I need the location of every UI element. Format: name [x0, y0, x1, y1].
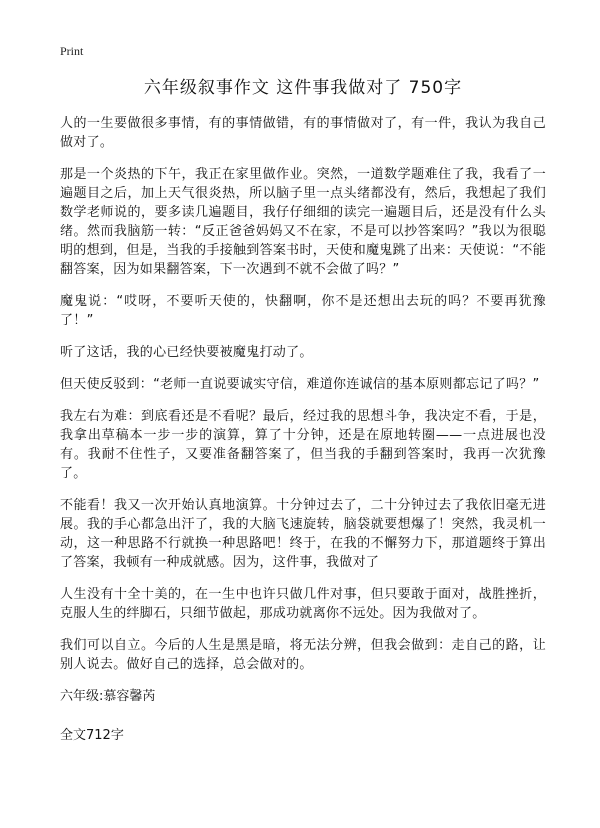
- paragraph-3: 魔鬼说：“哎呀，不要听天使的，快翻啊，你不是还想出去玩的吗？不要再犹豫了！”: [60, 294, 546, 328]
- paragraph-2: 那是一个炎热的下午，我正在家里做作业。突然，一道数学题难住了我，我看了一遍题目之后，加上天气很炎热，所以脑子里一点头绪都没有，然后，我想起了我们数学老师说的，要多读几遍题目，我仔仔细细的读完一遍题目后，还是没有什么头绪。然而我脑筋一转：“反正爸爸妈妈又不在家，不是可以抄答案吗？”我以为很聪明的想到，但是，当我的手接触到答案书时，天使和魔鬼跳了出来：天使说：“不能翻答案，因为如果翻答案，下一次遇到不就不会做了吗？”: [60, 167, 546, 277]
- article-title: 六年级叙事作文 这件事我做对了 750字: [143, 78, 463, 98]
- author-signature: 六年级:慕容馨芮: [60, 689, 156, 704]
- paragraph-1: 人的一生要做很多事情，有的事情做错，有的事情做对了，有一件，我认为我自己做对了。: [60, 116, 546, 150]
- paragraph-6: 我左右为难：到底看还是不看呢？最后，经过我的思想斗争，我决定不看，于是，我拿出草稿本一步一步的演算，算了十分钟，还是在原地转圈——一点进展也没有。我耐不住性子，又要准备翻答案了，但当我的手翻到答案时，我再一次犹豫了。: [60, 409, 546, 481]
- paragraph-5: 但天使反驳到：“老师一直说要诚实守信，难道你连诚信的基本原则都忘记了吗？”: [60, 377, 540, 392]
- paragraph-4: 听了这话，我的心已经快要被魔鬼打动了。: [60, 345, 313, 360]
- word-count: 全文712字: [60, 728, 124, 743]
- paragraph-8: 人生没有十全十美的，在一生中也许只做几件对事，但只要敢于面对，战胜挫折，克服人生的绊脚石，只细节做起，那成功就离你不远处。因为我做对了。: [60, 587, 546, 621]
- paragraph-9: 我们可以自立。今后的人生是黑是暗，将无法分辨，但我会做到：走自己的路，让别人说去。做好自己的选择，总会做对的。: [60, 638, 546, 672]
- paragraph-7: 不能看！我又一次开始认真地演算。十分钟过去了，二十分钟过去了我依旧毫无进展。我的手心都急出汗了，我的大脑飞速旋转，脑袋就要想爆了！突然，我灵机一动，这一种思路不行就换一种思路吧！终于，在我的不懈努力下，那道题终于算出了答案，我顿有一种成就感。因为，这件事，我做对了: [60, 498, 546, 570]
- print-label: Print: [60, 44, 84, 58]
